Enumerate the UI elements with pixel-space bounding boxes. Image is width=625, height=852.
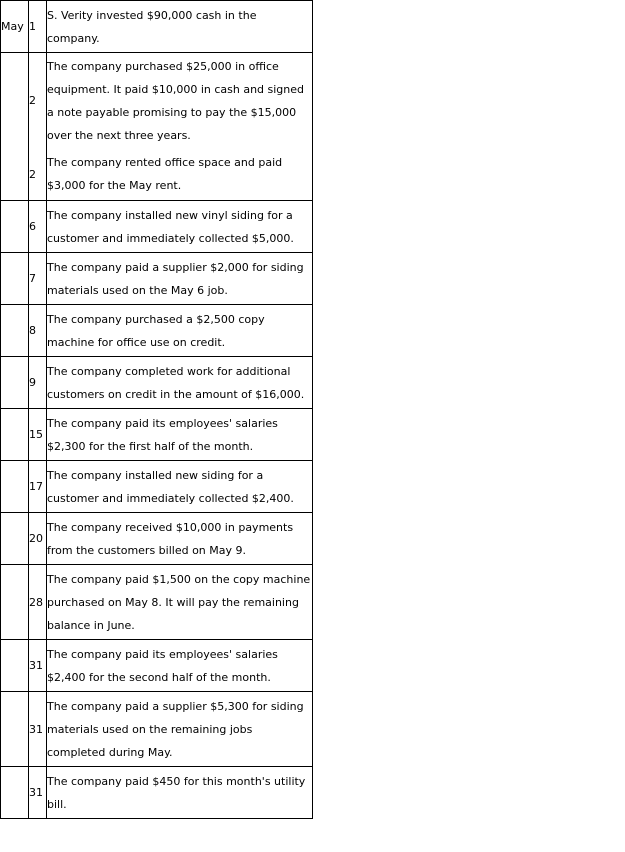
month-cell-empty — [1, 565, 29, 640]
table-row — [1, 1, 313, 53]
transaction-description: The company purchased a $2,500 copy machine for office use on credit. — [47, 305, 313, 357]
transaction-description: The company installed new siding for a customer and immediately collected $2,400. — [47, 461, 313, 513]
month-cell-empty — [1, 253, 29, 305]
transaction-description: The company paid $1,500 on the copy machine purchased on May 8. It will pay the remaining balance in June. — [47, 565, 313, 640]
month-cell-empty — [1, 767, 29, 819]
day-cell: 20 — [29, 513, 47, 565]
transaction-description: The company paid a supplier $2,000 for siding materials used on the May 6 job. — [47, 253, 313, 305]
table-row — [1, 767, 313, 819]
month-cell-empty — [1, 692, 29, 767]
day-cell: 9 — [29, 357, 47, 409]
month-cell-empty — [1, 409, 29, 461]
day-cell: 15 — [29, 409, 47, 461]
day-cell: 2 — [29, 149, 47, 201]
day-cell: 7 — [29, 253, 47, 305]
month-cell-empty — [1, 461, 29, 513]
transaction-description: S. Verity invested $90,000 cash in the company. — [47, 1, 313, 53]
day-cell: 31 — [29, 640, 47, 692]
month-cell-empty — [1, 305, 29, 357]
transactions-table — [0, 0, 313, 819]
month-cell-empty — [1, 149, 29, 201]
transaction-description: The company received $10,000 in payments from the customers billed on May 9. — [47, 513, 313, 565]
day-cell: 2 — [29, 53, 47, 149]
day-cell: 1 — [29, 1, 47, 53]
transaction-description: The company paid its employees' salaries $2,300 for the first half of the month. — [47, 409, 313, 461]
day-cell: 17 — [29, 461, 47, 513]
transaction-description: The company paid a supplier $5,300 for siding materials used on the remaining jobs completed during May. — [47, 692, 313, 767]
table-row — [1, 201, 313, 253]
month-cell-empty — [1, 513, 29, 565]
day-cell: 31 — [29, 692, 47, 767]
month-cell-empty — [1, 201, 29, 253]
day-cell: 31 — [29, 767, 47, 819]
table-row — [1, 305, 313, 357]
day-cell: 6 — [29, 201, 47, 253]
month-cell-empty — [1, 357, 29, 409]
table-row — [1, 461, 313, 513]
transaction-description: The company purchased $25,000 in office equipment. It paid $10,000 in cash and signed a note payable promising to pay the $15,000 over the next three years. — [47, 53, 313, 149]
transaction-description: The company rented office space and paid $3,000 for the May rent. — [47, 149, 313, 201]
month-cell-empty — [1, 53, 29, 149]
table-row — [1, 149, 313, 201]
table-row — [1, 253, 313, 305]
day-cell: 28 — [29, 565, 47, 640]
transaction-description: The company installed new vinyl siding for a customer and immediately collected $5,000. — [47, 201, 313, 253]
transaction-description: The company completed work for additional customers on credit in the amount of $16,000. — [47, 357, 313, 409]
table-row — [1, 640, 313, 692]
table-row — [1, 409, 313, 461]
month-cell: May — [1, 1, 29, 53]
table-row — [1, 357, 313, 409]
table-row — [1, 565, 313, 640]
transaction-description: The company paid $450 for this month's utility bill. — [47, 767, 313, 819]
day-cell: 8 — [29, 305, 47, 357]
table-row — [1, 692, 313, 767]
transaction-description: The company paid its employees' salaries $2,400 for the second half of the month. — [47, 640, 313, 692]
month-cell-empty — [1, 640, 29, 692]
table-row — [1, 53, 313, 149]
table-row — [1, 513, 313, 565]
